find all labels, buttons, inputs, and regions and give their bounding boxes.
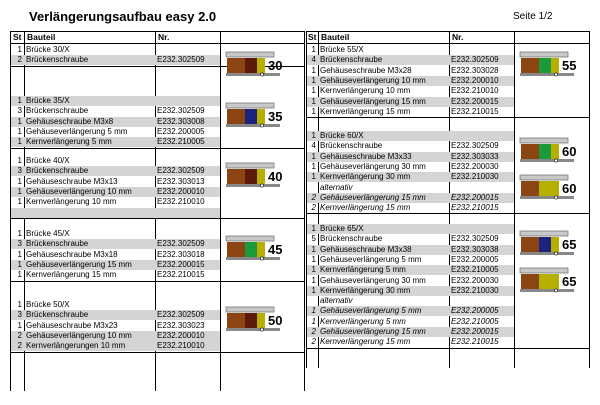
qty-cell: 1	[311, 75, 316, 85]
part-name-cell: Gehäuseschraube M3x8	[26, 116, 114, 126]
table-row	[11, 137, 220, 147]
table-row	[11, 310, 220, 320]
table-row	[307, 265, 514, 275]
table-row	[11, 239, 220, 249]
part-number-cell: E232.302509	[451, 55, 499, 65]
header-name: Bauteil	[321, 32, 350, 42]
part-name-cell: Brücke 55/X	[320, 45, 364, 54]
length-label: 60	[562, 144, 577, 159]
table-row	[307, 86, 514, 96]
part-number-cell: E232.302509	[451, 141, 499, 151]
core-part	[245, 169, 257, 184]
part-name-cell: Brückenschraube	[26, 310, 89, 320]
table-row	[307, 76, 514, 86]
core-part	[539, 58, 551, 73]
part-number-cell: E232.200030	[451, 275, 499, 285]
qty-cell: 1	[17, 300, 22, 309]
housing-part	[227, 242, 245, 257]
table-row	[11, 300, 220, 310]
part-number-cell: E232.210015	[157, 270, 205, 280]
table-row	[11, 208, 220, 218]
part-name-cell: Gehäuseverlängerung 15 mm	[320, 327, 426, 336]
part-number-cell: E232.303038	[451, 244, 499, 254]
housing-part	[521, 181, 539, 196]
part-number-cell: E232.210005	[451, 265, 499, 275]
qty-cell: 1	[311, 306, 316, 316]
core-part	[245, 313, 257, 328]
table-row	[11, 106, 220, 116]
table-row	[307, 66, 514, 76]
part-name-cell: Gehäuseverlängerung 15 mm	[320, 192, 426, 202]
part-name-cell: Kernverlängerung 5 mm	[26, 137, 112, 147]
qty-cell: 1	[17, 197, 22, 207]
part-name-cell: Gehäuseschraube M3x33	[320, 151, 412, 161]
base-plate	[520, 289, 574, 292]
base-plate	[226, 73, 280, 76]
part-number-cell: E232.303008	[157, 116, 205, 126]
part-number-cell: E232.302509	[157, 239, 205, 249]
qty-cell: 1	[311, 244, 316, 254]
table-row	[11, 55, 220, 65]
table-row	[11, 177, 220, 187]
part-name-cell: Kernverlängerung 5 mm	[320, 265, 406, 275]
part-name-cell: alternativ	[320, 182, 353, 192]
part-name-cell: Brückenschraube	[26, 239, 89, 249]
part-name-cell: Gehäuseverlängerung 10 mm	[26, 186, 132, 196]
extension-part	[257, 109, 265, 124]
part-number-cell: E232.210015	[451, 203, 499, 213]
length-label: 45	[268, 242, 283, 257]
qty-cell: 1	[311, 161, 316, 171]
table-row	[307, 45, 514, 55]
qty-cell: 4	[311, 141, 316, 151]
part-number-cell: E232.200005	[451, 254, 499, 264]
part-name-cell: Kernverlängerung 15 mm	[26, 270, 117, 280]
screw-icon	[554, 73, 557, 76]
qty-cell: 1	[311, 106, 316, 116]
table-row	[307, 337, 514, 347]
qty-cell: 1	[311, 285, 316, 295]
screw-icon	[260, 124, 263, 127]
qty-cell: 3	[17, 106, 22, 116]
part-number-cell: E232.210010	[157, 341, 205, 351]
part-name-cell: Gehäuseschraube M3x18	[26, 249, 118, 259]
extension-part	[551, 181, 559, 196]
bridge-part	[520, 231, 568, 236]
housing-part	[227, 109, 245, 124]
table-row	[11, 156, 220, 166]
bridge-part	[226, 52, 274, 57]
part-name-cell: Gehäuseverlängerung 5 mm	[320, 306, 422, 316]
housing-part	[521, 237, 539, 252]
qty-cell: 1	[17, 45, 22, 54]
qty-cell: 1	[311, 131, 316, 140]
housing-part	[521, 58, 539, 73]
qty-cell: 2	[311, 203, 316, 213]
qty-cell: 1	[311, 151, 316, 161]
part-number-cell: E232.200005	[157, 126, 205, 136]
table-row	[307, 107, 514, 117]
table-row	[307, 131, 514, 141]
table-row	[11, 321, 220, 331]
qty-cell: 2	[17, 55, 22, 65]
part-name-cell: alternativ	[320, 296, 353, 306]
extension-part	[257, 58, 265, 73]
table-row	[11, 197, 220, 207]
part-name-cell: Kernverlängerung 30 mm	[320, 285, 411, 295]
core-part	[245, 58, 257, 73]
assembly-diagram	[224, 307, 298, 333]
qty-cell: 3	[17, 239, 22, 249]
base-plate	[520, 159, 574, 162]
part-name-cell: Kernverlängerungen 10 mm	[26, 341, 126, 351]
assembly-diagram	[224, 52, 298, 78]
table-row	[11, 260, 220, 270]
bridge-part	[226, 103, 274, 108]
core-part	[245, 242, 257, 257]
bridge-part	[520, 268, 568, 273]
part-number-cell: E232.210010	[157, 197, 205, 207]
part-number-cell: E232.302509	[157, 106, 205, 116]
part-name-cell: Gehäuseverlängerung 5 mm	[320, 254, 422, 264]
part-number-cell: E232.200015	[451, 96, 499, 106]
part-number-cell: E232.210030	[451, 172, 499, 182]
bridge-part	[520, 175, 568, 180]
part-number-cell: E232.210015	[451, 106, 499, 116]
qty-cell: 2	[311, 327, 316, 336]
qty-cell: 1	[17, 320, 22, 330]
part-name-cell: Gehäuseverlängerung 15 mm	[26, 259, 132, 269]
part-number-cell: E232.200010	[451, 75, 499, 85]
table-header	[307, 32, 589, 44]
part-name-cell: Kernverlängerung 15 mm	[320, 106, 411, 116]
qty-cell: 2	[17, 330, 22, 340]
part-number-cell: E232.210030	[451, 285, 499, 295]
part-number-cell: E232.303018	[157, 249, 205, 259]
extension-part	[551, 274, 559, 289]
part-name-cell: Brückenschraube	[26, 106, 89, 116]
qty-cell: 1	[311, 45, 316, 54]
assembly-diagram	[224, 236, 298, 262]
core-part	[539, 181, 551, 196]
part-number-cell: E232.303013	[157, 176, 205, 186]
part-name-cell: Brückenschraube	[26, 166, 89, 176]
qty-cell: 4	[311, 55, 316, 65]
qty-cell: 3	[17, 166, 22, 176]
table-row	[11, 229, 220, 239]
part-name-cell: Gehäuseverlängerung 5 mm	[26, 126, 128, 136]
part-name-cell: Brücke 35/X	[26, 96, 70, 105]
qty-cell: 1	[311, 65, 316, 75]
part-name-cell: Kernverlängerung 30 mm	[320, 172, 411, 182]
qty-cell: 1	[17, 137, 22, 147]
qty-cell: 1	[17, 249, 22, 259]
base-plate	[520, 73, 574, 76]
table-row	[307, 141, 514, 151]
table-row	[307, 224, 514, 234]
length-label: 65	[562, 274, 577, 289]
extension-part	[551, 144, 559, 159]
bridge-part	[226, 307, 274, 312]
table-row	[307, 306, 514, 316]
part-name-cell: Gehäuseschraube M3x23	[26, 320, 118, 330]
header-part: Nr.	[158, 32, 170, 42]
header-name: Bauteil	[27, 32, 56, 42]
qty-cell: 1	[17, 186, 22, 196]
table-row	[11, 96, 220, 106]
length-label: 55	[562, 58, 577, 73]
length-label: 60	[562, 181, 577, 196]
part-number-cell: E232.200005	[451, 306, 499, 316]
part-name-cell: Brücke 40/X	[26, 156, 70, 165]
qty-cell: 1	[311, 86, 316, 96]
table-row	[11, 127, 220, 137]
qty-cell: 1	[311, 254, 316, 264]
screw-icon	[554, 289, 557, 292]
header-part: Nr.	[452, 32, 464, 42]
screw-icon	[260, 184, 263, 187]
part-name-cell: Gehäuseverlängerung 10 mm	[26, 330, 132, 340]
core-part	[539, 144, 551, 159]
base-plate	[226, 257, 280, 260]
table-row	[307, 276, 514, 286]
part-number-cell: E232.210010	[451, 86, 499, 96]
table-row	[307, 55, 514, 65]
assembly-diagram	[224, 103, 298, 129]
table-row	[11, 166, 220, 176]
core-part	[539, 274, 551, 289]
qty-cell: 1	[17, 126, 22, 136]
base-plate	[520, 252, 574, 255]
qty-cell: 1	[311, 224, 316, 233]
base-plate	[226, 184, 280, 187]
screw-icon	[260, 257, 263, 260]
qty-cell: 1	[311, 275, 316, 285]
part-number-cell: E232.200010	[157, 330, 205, 340]
table-row	[307, 183, 514, 193]
part-number-cell: E232.200015	[451, 327, 499, 336]
table-row	[11, 187, 220, 197]
qty-cell: 3	[17, 310, 22, 320]
part-name-cell: Gehäuseverlängerung 30 mm	[320, 275, 426, 285]
part-name-cell: Brückenschraube	[320, 55, 383, 65]
extension-part	[257, 242, 265, 257]
part-name-cell: Kernverlängerung 10 mm	[320, 86, 411, 96]
table-row	[11, 45, 220, 55]
qty-cell: 1	[311, 265, 316, 275]
part-number-cell: E232.303028	[451, 65, 499, 75]
qty-cell: 1	[17, 259, 22, 269]
part-number-cell: E232.303023	[157, 320, 205, 330]
part-number-cell: E232.200015	[451, 192, 499, 202]
part-number-cell: E232.303033	[451, 151, 499, 161]
part-name-cell: Gehäuseverlängerung 30 mm	[320, 161, 426, 171]
part-number-cell: E232.210005	[451, 316, 499, 326]
qty-cell: 1	[311, 316, 316, 326]
table-row	[307, 255, 514, 265]
part-name-cell: Gehäuseschraube M3x38	[320, 244, 412, 254]
part-name-cell: Gehäuseverlängerung 10 mm	[320, 75, 426, 85]
table-row	[307, 327, 514, 337]
table-row	[11, 331, 220, 341]
part-name-cell: Gehäuseverlängerung 15 mm	[320, 96, 426, 106]
bridge-part	[520, 52, 568, 57]
table-row	[307, 296, 514, 306]
base-plate	[226, 328, 280, 331]
housing-part	[227, 58, 245, 73]
table-row	[307, 193, 514, 203]
header-qty: St	[308, 32, 317, 42]
part-name-cell: Brückenschraube	[320, 234, 383, 244]
table-row	[11, 250, 220, 260]
part-name-cell: Kernverlängerung 5 mm	[320, 316, 406, 326]
part-name-cell: Gehäuseschraube M3x13	[26, 176, 118, 186]
extension-part	[257, 313, 265, 328]
extension-part	[551, 58, 559, 73]
part-name-cell: Brückenschraube	[26, 55, 89, 65]
part-name-cell: Brücke 65/X	[320, 224, 364, 233]
base-plate	[520, 196, 574, 199]
page-number: Seite 1/2	[513, 11, 553, 22]
table-row	[307, 172, 514, 182]
table-row	[307, 152, 514, 162]
qty-cell: 1	[17, 270, 22, 280]
qty-cell: 1	[17, 156, 22, 165]
part-number-cell: E232.200030	[451, 161, 499, 171]
part-number-cell: E232.200015	[157, 259, 205, 269]
table-row	[307, 234, 514, 244]
qty-cell: 2	[311, 337, 316, 347]
part-name-cell: Brücke 50/X	[26, 300, 70, 309]
length-label: 40	[268, 169, 283, 184]
screw-icon	[554, 196, 557, 199]
part-name-cell: Brücke 60/X	[320, 131, 364, 140]
screw-icon	[554, 252, 557, 255]
screw-icon	[554, 159, 557, 162]
housing-part	[521, 144, 539, 159]
table-row	[307, 286, 514, 296]
extension-part	[257, 169, 265, 184]
table-row	[11, 270, 220, 280]
qty-cell: 2	[17, 341, 22, 351]
bridge-part	[226, 236, 274, 241]
base-plate	[226, 124, 280, 127]
table-header	[11, 32, 304, 44]
screw-icon	[260, 73, 263, 76]
table-row	[307, 317, 514, 327]
core-part	[539, 237, 551, 252]
core-part	[245, 109, 257, 124]
page-title: Verlängerungsaufbau easy 2.0	[29, 9, 217, 24]
part-number-cell: E232.210015	[451, 337, 499, 347]
qty-cell: 1	[17, 176, 22, 186]
table-row	[307, 97, 514, 107]
length-label: 65	[562, 237, 577, 252]
assembly-diagram	[224, 163, 298, 189]
part-number-cell: E232.302509	[451, 234, 499, 244]
parts-table-right	[306, 31, 590, 368]
table-row	[307, 162, 514, 172]
part-number-cell: E232.302509	[157, 166, 205, 176]
extension-part	[551, 237, 559, 252]
bridge-part	[520, 138, 568, 143]
qty-cell: 1	[17, 96, 22, 105]
part-name-cell: Brücke 30/X	[26, 45, 70, 54]
part-number-cell: E232.200010	[157, 186, 205, 196]
housing-part	[521, 274, 539, 289]
table-row	[11, 117, 220, 127]
qty-cell: 2	[311, 192, 316, 202]
qty-cell: 1	[17, 116, 22, 126]
screw-icon	[260, 328, 263, 331]
housing-part	[227, 313, 245, 328]
part-number-cell: E232.302509	[157, 55, 205, 65]
part-name-cell: Brückenschraube	[320, 141, 383, 151]
table-row	[307, 203, 514, 213]
length-label: 30	[268, 58, 283, 73]
qty-cell: 5	[311, 234, 316, 244]
housing-part	[227, 169, 245, 184]
qty-cell: 1	[17, 229, 22, 238]
part-name-cell: Kernverlängerung 15 mm	[320, 337, 411, 347]
table-row	[307, 245, 514, 255]
part-name-cell: Kernverlängerung 10 mm	[26, 197, 117, 207]
length-label: 35	[268, 109, 283, 124]
parts-table-left	[10, 31, 305, 391]
qty-cell: 1	[311, 96, 316, 106]
bridge-part	[226, 163, 274, 168]
part-number-cell: E232.210005	[157, 137, 205, 147]
length-label: 50	[268, 313, 283, 328]
qty-cell: 1	[311, 172, 316, 182]
part-name-cell: Brücke 45/X	[26, 229, 70, 238]
part-name-cell: Kernverlängerung 15 mm	[320, 203, 411, 213]
part-number-cell: E232.302509	[157, 310, 205, 320]
header-qty: St	[13, 32, 22, 42]
part-name-cell: Gehäuseschraube M3x28	[320, 65, 412, 75]
table-row	[11, 341, 220, 351]
